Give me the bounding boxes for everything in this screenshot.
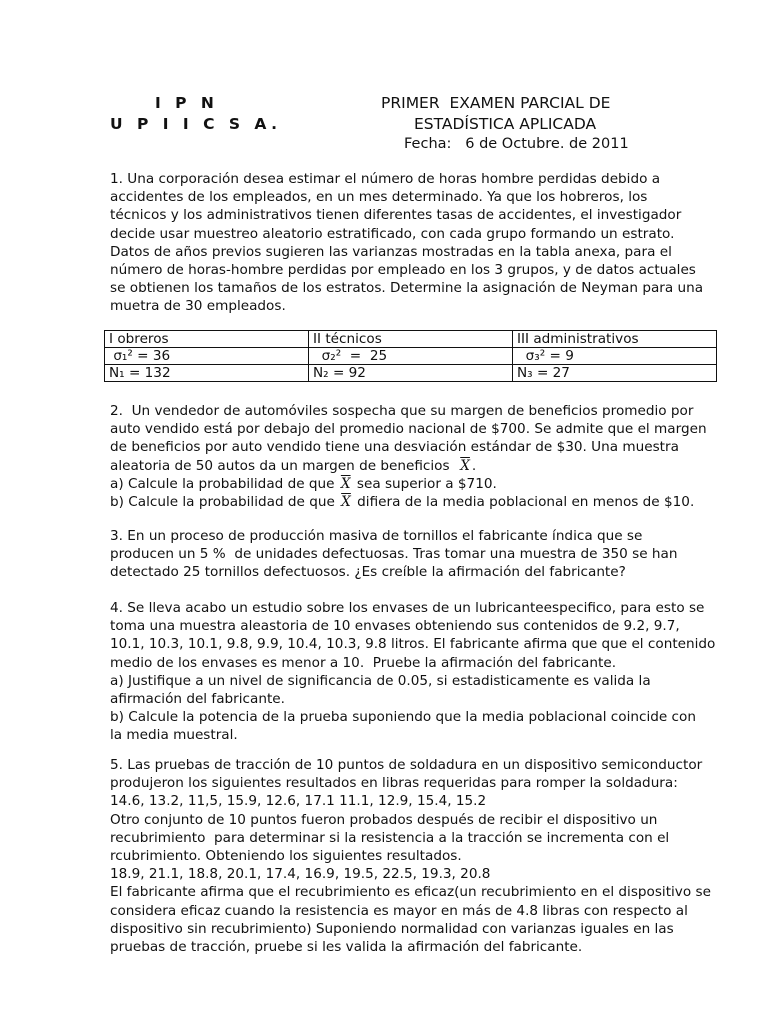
table-cell: III administrativos [513, 331, 717, 348]
q5-line: 5. Las pruebas de tracción de 10 puntos de soldadura en un dispositivo semiconductor [110, 757, 703, 773]
strata-table [104, 330, 717, 382]
q1-line: accidentes de los empleados, en un mes determinado. Ya que los hobreros, los [110, 189, 648, 206]
q5-line: pruebas de tracción, pruebe si les valida la afirmación del fabricante. [110, 938, 583, 955]
table-cell: I obreros [105, 331, 309, 348]
q1-line: número de horas-hombre perdidas por empleado en los 3 grupos, y de datos actuales [110, 261, 696, 278]
date-value: 6 de Octubre. de 2011 [465, 136, 629, 152]
question-3 [110, 527, 730, 582]
q1-line: 1. Una corporación desea estimar el número de horas hombre perdidas debido a [110, 171, 661, 187]
q5-line: produjeron los siguientes resultados en libras requeridas para romper la soldadura: [110, 775, 678, 792]
q4-line: toma una muestra aleastoria de 10 envases obteniendo sus contenidos de 9.2, 9.7, [110, 618, 680, 635]
q4-line: medio de los envases es menor a 10. Pruebe la afirmación del fabricante. [110, 654, 617, 671]
q1-line: Datos de años previos sugieren las varianzas mostradas en la tabla anexa, para el [110, 243, 672, 260]
q4-line: 10.1, 10.3, 10.1, 9.8, 9.9, 10.4, 10.3, 9.8 litros. El fabricante afirma que que el contenido [110, 636, 716, 653]
table-row-size [105, 365, 717, 382]
question-2 [110, 402, 730, 511]
question-5 [110, 756, 730, 956]
table-cell: II técnicos [309, 331, 513, 348]
q2-part-a [110, 475, 730, 493]
q4-line: b) Calcule la potencia de la prueba suponiendo que la media poblacional coincide con [110, 709, 696, 726]
table-cell: σ₂² = 25 [309, 348, 513, 365]
q2a-text-post: sea superior a $710. [356, 475, 497, 492]
q5-line: recubrimiento para determinar si la resistencia a la tracción se incrementa con el [110, 829, 670, 846]
q2b-text-post: difiera de la media poblacional en menos de $10. [357, 493, 695, 510]
table-cell: N₃ = 27 [513, 365, 717, 382]
q1-line: muetra de 30 empleados. [110, 298, 286, 315]
q2-line: auto vendido está por debajo del promedio nacional de $700. Se admite que el margen [110, 421, 707, 438]
x-bar-symbol: $\overline{X}$ [340, 475, 351, 492]
table-cell: N₂ = 92 [309, 365, 513, 382]
q4-line: afirmación del fabricante. [110, 690, 285, 707]
question-4 [110, 599, 730, 745]
exam-title-line-2: ESTADÍSTICA APLICADA [414, 115, 597, 133]
q2-line [110, 457, 730, 475]
q2-line: 2. Un vendedor de automóviles sospecha que su margen de beneficios promedio por [110, 403, 694, 419]
x-bar-symbol: $\overline{X}$ [341, 493, 351, 510]
q3-line: detectado 25 tornillos defectuosos. ¿Es creíble la afirmación del fabricante? [110, 564, 626, 581]
institution-upiicsa: U P I I C S A. [110, 115, 282, 133]
q2a-text-pre: a) Calcule la probabilidad de que [110, 475, 335, 492]
q5-line: El fabricante afirma que el recubrimiento es eficaz(un recubrimiento en el dispositivo se [110, 884, 711, 901]
q2-line4-text: aleatoria de 50 autos da un margen de beneficios [110, 457, 450, 474]
q2-part-b [110, 493, 730, 511]
table-row-variance [105, 348, 717, 365]
q2b-text-pre: b) Calcule la probabilidad de que [110, 493, 335, 510]
q1-line: se obtienen los tamaños de los estratos. Determine la asignación de Neyman para una [110, 280, 704, 297]
q4-line: a) Justifique a un nivel de significancia de 0.05, si estadisticamente es valida la [110, 672, 651, 689]
q5-line: 14.6, 13.2, 11,5, 15.9, 12.6, 17.1 11.1, 12.9, 15.4, 15.2 [110, 793, 487, 810]
exam-date [404, 134, 629, 154]
x-bar-symbol: $\overline{X}$ [460, 457, 470, 474]
q2-line4-end: . [471, 457, 477, 474]
q1-line: técnicos y los administrativos tienen diferentes tasas de accidentes, el investigador [110, 207, 682, 224]
q3-line: 3. En un proceso de producción masiva de tornillos el fabricante índica que se [110, 528, 643, 544]
q1-line: decide usar muestreo aleatorio estratificado, con cada grupo formando un estrato. [110, 225, 675, 242]
institution-ipn: I P N [155, 94, 219, 112]
q5-line: rcubrimiento. Obteniendo los siguientes resultados. [110, 847, 462, 864]
q5-line: 18.9, 21.1, 18.8, 20.1, 17.4, 16.9, 19.5, 22.5, 19.3, 20.8 [110, 866, 491, 883]
q5-line: considera eficaz cuando la resistencia es mayor en más de 4.8 libras con respecto al [110, 902, 688, 919]
q2-line: de beneficios por auto vendido tiene una desviación estándar de $30. Una muestra [110, 439, 679, 456]
table-cell: N₁ = 132 [105, 365, 309, 382]
q5-line: Otro conjunto de 10 puntos fueron probados después de recibir el dispositivo un [110, 811, 658, 828]
q5-line: dispositivo sin recubrimiento) Suponiendo normalidad con varianzas iguales en las [110, 920, 674, 937]
table-cell: σ₁² = 36 [105, 348, 309, 365]
q4-line: 4. Se lleva acabo un estudio sobre los envases de un lubricanteespecifico, para esto se [110, 600, 705, 616]
q4-line: la media muestral. [110, 727, 238, 744]
date-label: Fecha: [404, 136, 452, 152]
table-header-row [105, 331, 717, 348]
question-1 [110, 170, 730, 316]
exam-title-line-1: PRIMER EXAMEN PARCIAL DE [381, 94, 611, 112]
q3-line: producen un 5 % de unidades defectuosas. Tras tomar una muestra de 350 se han [110, 546, 678, 563]
table-cell: σ₃² = 9 [513, 348, 717, 365]
